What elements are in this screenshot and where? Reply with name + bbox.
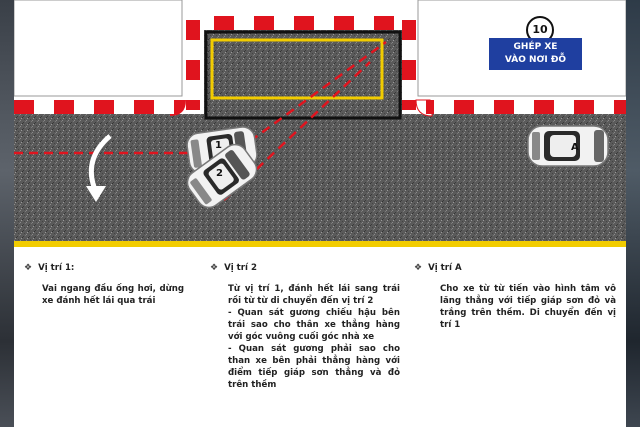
instruction-column-1 — [24, 262, 187, 307]
bay-left-curb — [186, 0, 200, 110]
column-2-body: Từ vị trí 1, đánh hết lái sang trái rồi từ từ di chuyển đến vị trí 2 - Quan sát gương chiếu hậu bên trái sao cho thân xe thẳng hàng với góc vuông cuối góc nhà xe - Quan sát gương phải sao cho than xe bên phải thẳng hàng với điểm tiếp giáp sơn thẳng và đỏ trên thềm — [228, 284, 400, 390]
block-left — [14, 0, 182, 96]
bay-right-curb — [402, 0, 416, 110]
step-title-line2: VÀO NƠI ĐỖ — [504, 55, 567, 65]
column-2-heading: Vị trí 2 — [224, 263, 257, 273]
background-photo-right — [626, 0, 640, 427]
diamond-bullet-icon: ❖ — [210, 263, 219, 273]
column-3-body: Cho xe từ từ tiến vào hình tâm vô lăng thẳng với tiếp giáp sơn đỏ và trắng trên thềm. Di chuyển đến vị trí 1 — [440, 284, 619, 330]
instruction-column-3 — [414, 262, 619, 331]
parking-bay — [204, 30, 402, 120]
road-curb-right — [426, 100, 626, 114]
step-title-line1: GHÉP XE — [513, 42, 558, 52]
diamond-bullet-icon: ❖ — [24, 263, 33, 273]
road-curb-left — [14, 100, 176, 114]
diagram-panel — [14, 0, 626, 427]
column-1-heading: Vị trí 1: — [38, 263, 75, 273]
step-title-box — [489, 38, 582, 70]
column-1-body: Vai ngang đầu ống hơi, dừng xe đánh hết lái qua trái — [42, 284, 187, 306]
instruction-column-2 — [210, 262, 400, 391]
car-a — [528, 126, 608, 166]
step-number-badge: 10 — [526, 16, 554, 44]
car-a-label: A — [571, 142, 579, 153]
background-photo-left — [0, 0, 14, 427]
diamond-bullet-icon: ❖ — [414, 263, 423, 273]
bay-top-curb — [204, 16, 402, 30]
yellow-divider — [14, 241, 626, 247]
car-1-label: 1 — [215, 140, 222, 151]
car-2-label: 2 — [216, 168, 223, 179]
column-3-heading: Vị trí A — [428, 263, 462, 273]
